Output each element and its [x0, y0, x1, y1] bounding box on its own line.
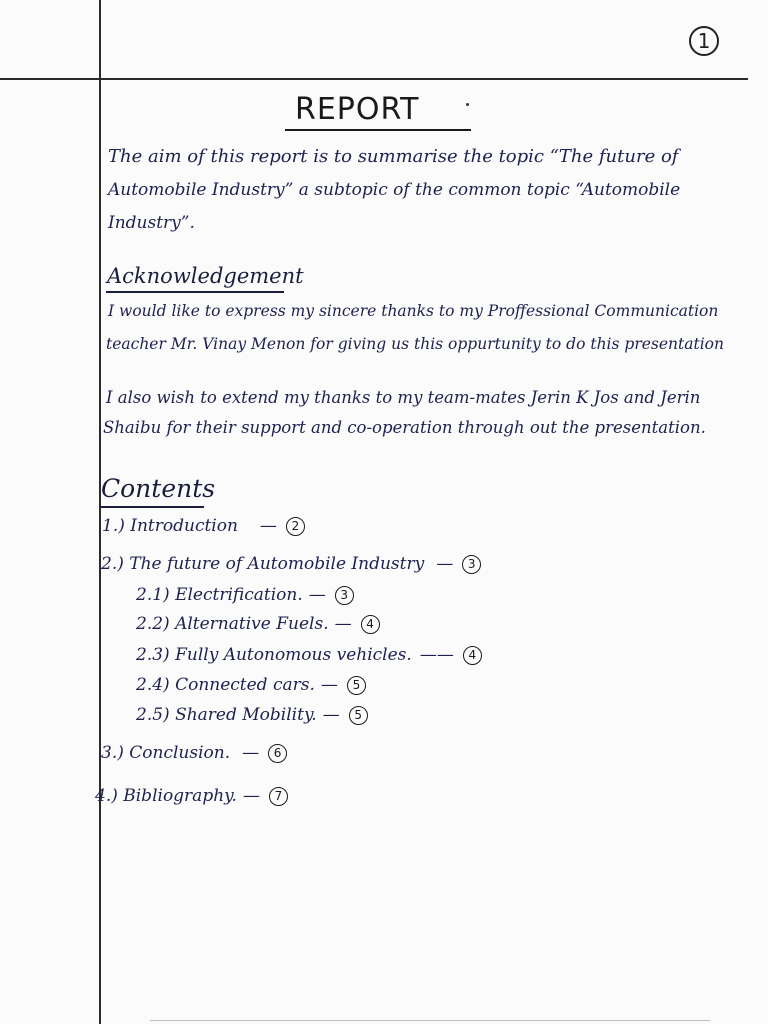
toc-label: 3.) Conclusion. — [101, 743, 231, 763]
toc-dash: — — [334, 614, 352, 634]
toc-label: 2.1) Electrification. — [136, 585, 303, 605]
toc-page-number: 4 — [361, 615, 380, 634]
toc-label: 2.4) Connected cars. — [136, 675, 315, 695]
toc-dash: — — [322, 705, 340, 725]
toc-label: 2.) The future of Automobile Industry — [101, 554, 425, 574]
toc-dash: — — [436, 554, 454, 574]
toc-item — [136, 675, 366, 695]
toc-item — [136, 585, 354, 605]
acknowledgement-underline — [106, 291, 284, 293]
toc-label: 2.2) Alternative Fuels. — [136, 614, 329, 634]
bottom-rule — [150, 1020, 710, 1021]
toc-page-number: 5 — [349, 706, 368, 725]
toc-item — [101, 743, 287, 763]
toc-dash: — — [242, 743, 260, 763]
acknowledgement-line: I would like to express my sincere thanks to my Proffessional Communication — [108, 302, 719, 320]
toc-page-number: 4 — [463, 646, 482, 665]
toc-page-number: 3 — [335, 586, 354, 605]
toc-page-number: 3 — [462, 555, 481, 574]
toc-page-number: 2 — [286, 517, 305, 536]
ink-dot — [466, 103, 469, 106]
acknowledgement-line: Shaibu for their support and co-operation through out the presentation. — [103, 418, 706, 437]
acknowledgement-heading: Acknowledgement — [107, 264, 304, 288]
page-number: 1 — [689, 26, 719, 56]
toc-item — [136, 645, 482, 665]
acknowledgement-line: teacher Mr. Vinay Menon for giving us this oppurtunity to do this presentation — [106, 335, 724, 353]
contents-underline — [100, 506, 204, 508]
header-rule — [0, 78, 748, 80]
toc-label: 2.3) Fully Autonomous vehicles. — [136, 645, 412, 665]
contents-heading: Contents — [101, 474, 216, 503]
margin-line — [99, 0, 101, 1024]
toc-label: 2.5) Shared Mobility. — [136, 705, 317, 725]
toc-item — [102, 516, 305, 536]
toc-item — [136, 614, 380, 634]
toc-item — [136, 705, 368, 725]
toc-label: 4.) Bibliography. — [95, 786, 237, 806]
toc-dash: — — [242, 786, 260, 806]
intro-line: The aim of this report is to summarise the topic “The future of — [108, 146, 679, 167]
toc-page-number: 5 — [347, 676, 366, 695]
intro-line: Automobile Industry” a subtopic of the common topic “Automobile — [108, 180, 681, 200]
intro-line: Industry”. — [108, 213, 195, 233]
toc-page-number: 7 — [269, 787, 288, 806]
toc-dash: — — [320, 675, 338, 695]
toc-dash: — — [308, 585, 326, 605]
acknowledgement-line: I also wish to extend my thanks to my team-mates Jerin K Jos and Jerin — [106, 388, 701, 407]
toc-dash: —— — [419, 645, 454, 665]
toc-dash: — — [259, 516, 277, 536]
toc-item — [95, 786, 288, 806]
toc-item — [101, 554, 481, 574]
toc-page-number: 6 — [268, 744, 287, 763]
page-title: REPORT — [285, 92, 471, 131]
toc-label: 1.) Introduction — [102, 516, 238, 536]
